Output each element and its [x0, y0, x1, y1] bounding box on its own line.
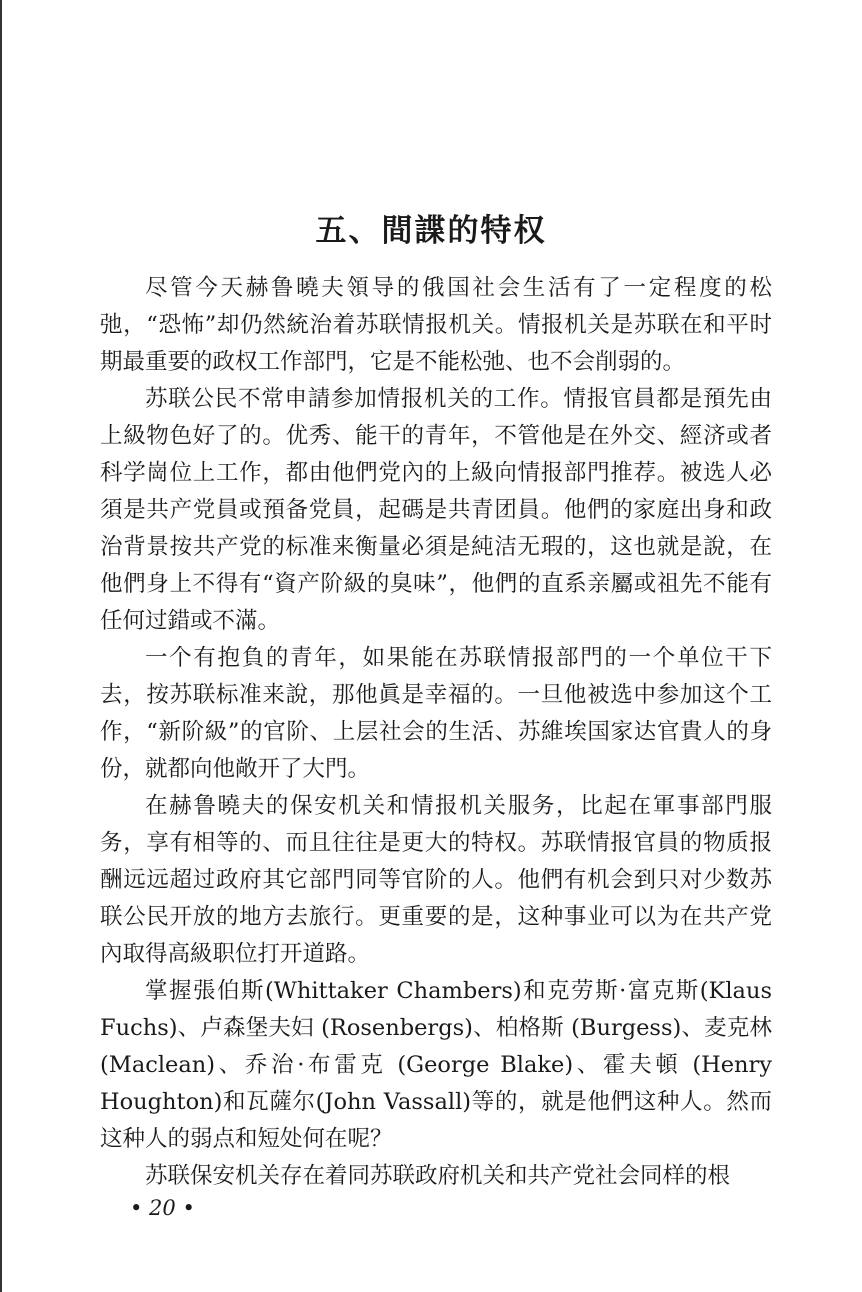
chapter-title: 五、間諜的特权	[315, 213, 547, 249]
paragraph-1: 尽管今天赫鲁曉夫領导的俄国社会生活有了一定程度的松弛，“恐怖”却仍然統治着苏联情报机关。情报机关是苏联在和平时期最重要的政权工作部門，它是不能松弛、也不会削弱的。	[100, 275, 772, 375]
paragraph-3: 一个有抱負的青年，如果能在苏联情报部門的一个单位干下去，按苏联标准来說，那他眞是幸福的。一旦他被选中参加这个工作，“新阶級”的官阶、上层社会的生活、苏維埃国家达官貴人的身份，就都向他敞开了大門。	[100, 645, 772, 782]
paragraph-5: 掌握張伯斯(Whittaker Chambers)和克劳斯·富克斯(Klaus Fuchs)、卢森堡夫妇 (Rosenbergs)、柏格斯 (Burgess)、麦克林 (Maclean)、乔治·布雷克 (George Blake)、霍夫頓 (Henry Houghton)和瓦薩尔(John Vassall)等的，就是他們这种人。然而这种人的弱点和短处何在呢？	[100, 978, 772, 1152]
paragraph-2: 苏联公民不常申請参加情报机关的工作。情报官員都是預先由上級物色好了的。优秀、能干的青年，不管他是在外交、經济或者科学崗位上工作，都由他們党內的上級向情报部門推荐。被选人必須是共产党員或預备党員，起碼是共青团員。他們的家庭出身和政治背景按共产党的标准来衡量必須是純洁无瑕的，这也就是說，在他們身上不得有“資产阶級的臭味”，他們的直系亲屬或祖先不能有任何过錯或不滿。	[100, 386, 772, 634]
page-edge-line	[0, 0, 2, 1292]
paragraph-6: 苏联保安机关存在着同苏联政府机关和共产党社会同样的根	[145, 1163, 731, 1189]
paragraph-4: 在赫鲁曉夫的保安机关和情报机关服务，比起在軍事部門服务，享有相等的、而且往往是更大的特权。苏联情报官員的物质报酬远远超过政府其它部門同等官阶的人。他們有机会到只对少数苏联公民开放的地方去旅行。更重要的是，这种事业可以为在共产党內取得高級职位打开道路。	[100, 793, 772, 967]
page-number: • 20 •	[130, 1196, 195, 1220]
body-text	[100, 270, 772, 1195]
